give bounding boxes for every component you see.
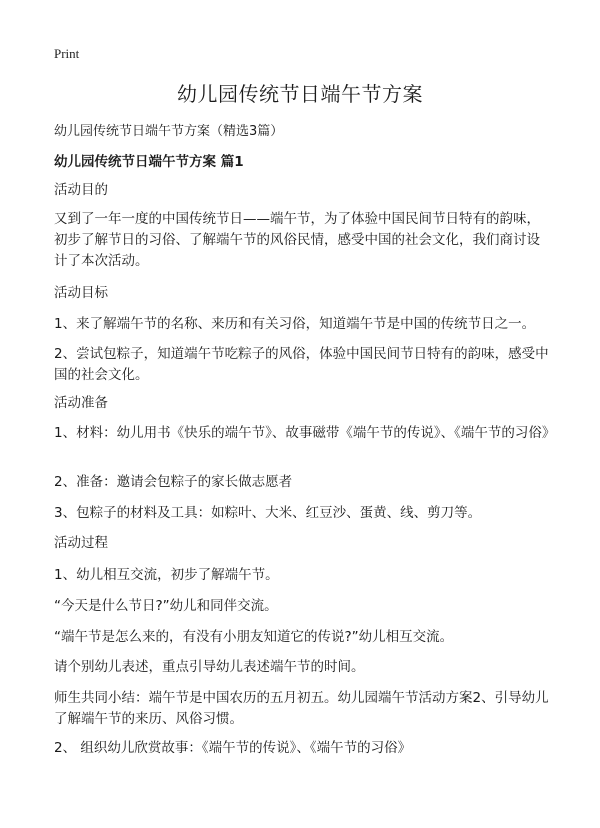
paragraph-process-2: “今天是什么节日?”幼儿和同伴交流。 bbox=[54, 598, 278, 614]
section-heading: 幼儿园传统节日端午节方案 篇1 bbox=[54, 154, 244, 170]
heading-activity-purpose: 活动目的 bbox=[54, 182, 108, 198]
paragraph-process-5: 师生共同小结：端午节是中国农历的五月初五。幼儿园端午节活动方案2、引导幼儿了解端午节的来历、风俗习惯。 bbox=[54, 690, 549, 727]
paragraph-prep-1: 1、材料：幼儿用书《快乐的端午节》、故事磁带《端午节的传说》、《端午节的习俗》 bbox=[54, 425, 556, 441]
heading-activity-process: 活动过程 bbox=[54, 535, 108, 551]
paragraph-process-6: 2、 组织幼儿欣赏故事：《端午节的传说》、《端午节的习俗》 bbox=[54, 740, 412, 756]
paragraph-process-3: “端午节是怎么来的，有没有小朋友知道它的传说?”幼儿相互交流。 bbox=[54, 629, 454, 645]
paragraph-prep-2: 2、准备：邀请会包粽子的家长做志愿者 bbox=[54, 474, 293, 490]
paragraph-prep-3: 3、包粽子的材料及工具：如粽叶、大米、红豆沙、蛋黄、线、剪刀等。 bbox=[54, 505, 482, 521]
paragraph-process-4: 请个别幼儿表述，重点引导幼儿表述端午节的时间。 bbox=[54, 659, 365, 675]
paragraph-process-1: 1、幼儿相互交流，初步了解端午节。 bbox=[54, 567, 279, 583]
document-subtitle: 幼儿园传统节日端午节方案（精选3篇） bbox=[54, 124, 284, 139]
heading-activity-goals: 活动目标 bbox=[54, 285, 108, 301]
document-title: 幼儿园传统节日端午节方案 bbox=[177, 82, 423, 106]
paragraph-goal-1: 1、来了解端午节的名称、来历和有关习俗，知道端午节是中国的传统节日之一。 bbox=[54, 316, 536, 332]
paragraph-goal-2: 2、尝试包粽子，知道端午节吃粽子的风俗，体验中国民间节日特有的韵味，感受中国的社会文化。 bbox=[54, 346, 549, 383]
heading-activity-preparation: 活动准备 bbox=[54, 395, 108, 411]
paragraph-purpose: 又到了一年一度的中国传统节日——端午节，为了体验中国民间节日特有的韵味，初步了解节日的习俗、了解端午节的风俗民情，感受中国的社会文化，我们商讨设计了本次活动。 bbox=[54, 211, 540, 269]
print-label: Print bbox=[54, 46, 80, 61]
